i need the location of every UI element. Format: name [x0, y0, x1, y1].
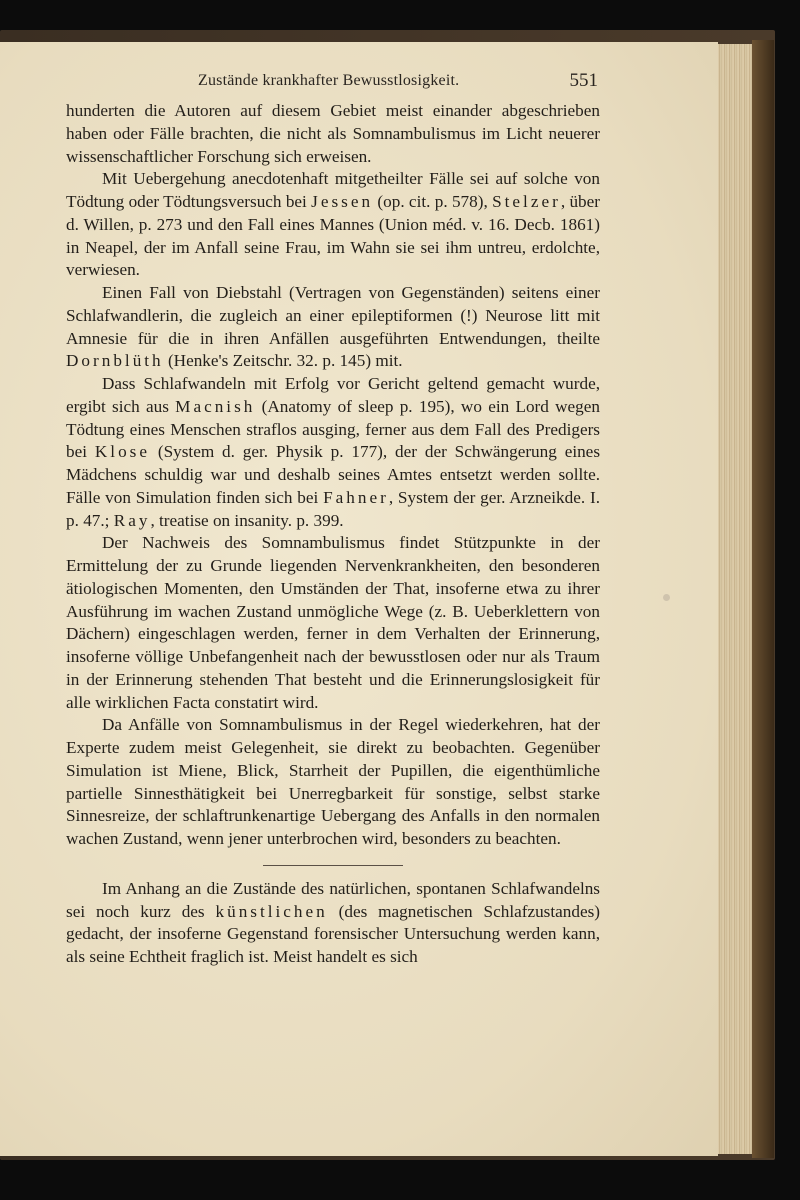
text-run: (op. cit. p. 578), — [373, 192, 493, 211]
text-run: Der Nachweis des Somnambulismus findet Stützpunkte in der Ermittelung der zu Grunde liegenden Nervenkrankheiten, den besonderen ätiologischen Momenten, den Umständen der That, insoferne etwa zu ihrer Ausführung im wachen Zustand unmögliche Wege (z. B. Ueberklettern von Dächern) eingeschlagen werden, ferner in dem Verhalten der Erinnerung, insoferne völlige Unbefangenheit nach der bewusstlosen oder nur als Traum in der Erinnerung stehenden That besteht und die Erinnerungslosigkeit für alle wirklichen Facta constatirt wird. — [66, 533, 600, 712]
appendix-paragraph-container — [66, 878, 600, 969]
paper-speck — [663, 594, 670, 601]
paragraph-list — [66, 100, 600, 851]
paragraph-p5 — [66, 714, 600, 851]
text-run: , über d. Willen, p. 273 und den Fall eines Mannes (Union méd. v. 16. Decb. 1861) in Neapel, der im Anfall seine Frau, im Wahn sie sei ihm untreu, erdolchte, verwiesen. — [66, 192, 600, 280]
spaced-name: Ray — [113, 510, 151, 530]
running-title: Zustände krankhafter Bewusstlosigkeit. — [198, 72, 460, 89]
spaced-name: künstlichen — [215, 901, 328, 921]
text-run: Dass Schlafwandeln mit Erfolg vor Gericht geltend gemacht wurde, ergibt sich aus — [66, 374, 600, 416]
spaced-name: Jessen — [311, 192, 374, 211]
paragraph-p1 — [66, 168, 600, 282]
section-divider — [263, 865, 403, 866]
page-number: 551 — [569, 70, 598, 91]
spaced-name: Stelzer — [492, 192, 561, 211]
text-run: (Anatomy of sleep p. 195), wo ein Lord wegen Tödtung eines Menschen straflos ausging, ferner aus dem Fall des Predigers bei — [66, 396, 600, 462]
paragraph-p3 — [66, 373, 600, 532]
book-spine — [752, 40, 774, 1158]
running-header — [198, 72, 598, 96]
text-run: hunderten die Autoren auf diesem Gebiet meist einander abgeschrieben haben oder Fälle brachten, die nicht als Somnambulismus im Licht neuerer wissenschaftlicher Forschung sich erweisen. — [66, 101, 600, 166]
text-run: (System d. ger. Physik p. 177), der der Schwängerung eines Mädchens schuldig war und deshalb seines Amtes entsetzt werden sollte. Fälle von Simulation finden sich bei — [66, 442, 601, 507]
text-run: Einen Fall von Diebstahl (Vertragen von Gegenständen) seitens einer Schlafwandlerin, die zugleich an einer epileptiformen (!) Neurose litt mit Amnesie für die in ihren Anfällen ausgeführten Entwendungen, theilte — [66, 283, 600, 348]
paragraph-p0 — [66, 100, 600, 168]
text-run: Mit Uebergehung anecdotenhaft mitgetheilter Fälle sei auf solche von Tödtung oder Tödtungsversuch bei — [66, 169, 600, 211]
text-run: (Henke's Zeitschr. 32. p. 145) mit. — [163, 351, 403, 371]
spaced-name: Klose — [94, 442, 150, 462]
paragraph-p4 — [66, 532, 600, 714]
spaced-name: Dornblüth — [66, 351, 164, 371]
body-text — [66, 100, 600, 969]
paragraph-p2 — [66, 282, 600, 373]
spaced-name: Macnish — [175, 396, 256, 416]
text-run: Da Anfälle von Somnambulismus in der Regel wiederkehren, hat der Experte zudem meist Gelegenheit, sie direkt zu beobachten. Gegenüber Simulation ist Miene, Blick, Starrheit der Pupillen, die eigenthümliche partielle Sinnesthätigkeit bei Unerregbarkeit für sonstige, selbst starke Sinnesreize, der schlaftrunkenartige Uebergang des Anfalls in den normalen wachen Zustand, wenn jener unterbrochen wird, besonders zu beachten. — [66, 715, 600, 848]
text-run: (des magnetischen Schlafzustandes) gedacht, der insoferne Gegenstand forensischer Untersuchung werden kann, als seine Echtheit fraglich ist. Meist handelt es sich — [66, 901, 600, 966]
text-run: , System der ger. Arzneikde. I. p. 47.; — [66, 487, 600, 530]
text-run: , treatise on insanity. p. 399. — [150, 510, 344, 530]
spaced-name: Fahner — [323, 487, 389, 507]
paragraph-p6 — [66, 878, 600, 969]
text-run: Im Anhang an die Zustände des natürlichen, spontanen Schlafwandelns sei noch kurz des — [66, 878, 600, 921]
